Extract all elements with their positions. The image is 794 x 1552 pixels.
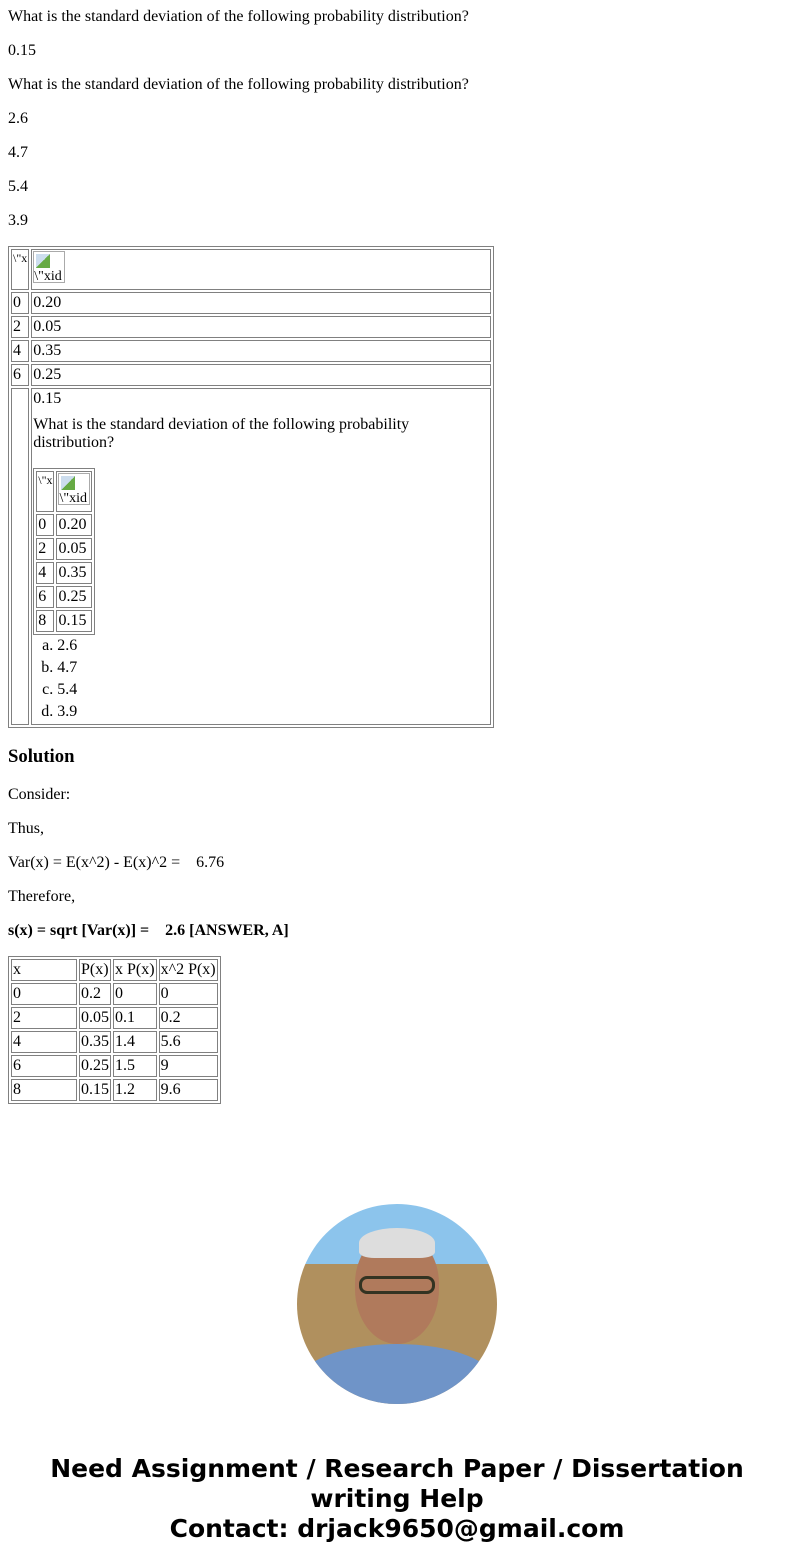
- value-text: 0.15: [33, 390, 62, 407]
- value-text: 0.15: [8, 42, 36, 59]
- option-b: b. 4.7: [57, 657, 489, 679]
- broken-image-icon: \"xid: [58, 473, 90, 505]
- table-cell: 0: [113, 983, 157, 1005]
- calc-table: [8, 956, 221, 1104]
- table-cell: 2: [11, 1007, 77, 1029]
- table-cell: 1.5: [113, 1055, 157, 1077]
- table-row: [11, 1055, 218, 1077]
- table-row: [36, 514, 92, 536]
- table-cell: 4: [36, 562, 54, 584]
- table-cell: 0.15: [56, 610, 92, 632]
- table-cell: 0.35: [79, 1031, 111, 1053]
- table-cell: 0.05: [31, 316, 491, 338]
- footer-line: writing Help: [310, 1484, 484, 1513]
- table-cell: 0.05: [79, 1007, 111, 1029]
- table-cell: 0.35: [56, 562, 92, 584]
- solution-text: Thus,: [8, 820, 44, 837]
- table-cell: 0.1: [113, 1007, 157, 1029]
- footer-ad: [8, 1454, 786, 1544]
- table-cell: 8: [36, 610, 54, 632]
- table-row: [11, 364, 491, 386]
- table-cell: 9: [159, 1055, 218, 1077]
- table-row: [36, 586, 92, 608]
- table-cell: 6: [11, 364, 29, 386]
- table-cell: 9.6: [159, 1079, 218, 1101]
- table-cell: 1.2: [113, 1079, 157, 1101]
- option-text: 5.4: [8, 178, 28, 195]
- column-header: x: [11, 959, 77, 981]
- table-cell: 6: [11, 1055, 77, 1077]
- table-cell: 0: [159, 983, 218, 1005]
- table-row: [11, 1079, 218, 1101]
- solution-text: Consider:: [8, 786, 71, 803]
- table-row: [36, 610, 92, 632]
- solution-heading: Solution: [8, 746, 75, 767]
- header-x: \"x: [11, 249, 29, 290]
- header-x: \"x: [36, 471, 54, 512]
- column-header: P(x): [79, 959, 111, 981]
- table-row: [11, 1007, 218, 1029]
- option-text: 3.9: [8, 212, 28, 229]
- table-cell: 0.25: [56, 586, 92, 608]
- table-cell: 0: [11, 983, 77, 1005]
- table-cell: 4: [11, 340, 29, 362]
- options-list: [33, 635, 489, 723]
- column-header: x^2 P(x): [159, 959, 218, 981]
- table-cell: 0.2: [79, 983, 111, 1005]
- option-c: c. 5.4: [57, 679, 489, 701]
- answer-text: s(x) = sqrt [Var(x)] = 2.6 [ANSWER, A]: [8, 922, 289, 939]
- table-cell: 0.35: [31, 340, 491, 362]
- table-cell: 0.20: [31, 292, 491, 314]
- variance-text: Var(x) = E(x^2) - E(x)^2 = 6.76: [8, 854, 225, 871]
- table-cell: 4: [11, 1031, 77, 1053]
- table-cell: 8: [11, 1079, 77, 1101]
- column-header: x P(x): [113, 959, 157, 981]
- table-cell: 2: [36, 538, 54, 560]
- question-table: [8, 246, 494, 728]
- option-a: a. 2.6: [57, 635, 489, 657]
- table-cell: 0.20: [56, 514, 92, 536]
- footer-line: Need Assignment / Research Paper / Dissertation: [50, 1454, 744, 1483]
- footer-contact: Contact: drjack9650@gmail.com: [169, 1514, 625, 1543]
- table-cell: 0.05: [56, 538, 92, 560]
- table-row: [11, 340, 491, 362]
- table-row: [11, 1031, 218, 1053]
- author-photo: [297, 1204, 497, 1404]
- table-row: [11, 983, 218, 1005]
- table-cell: 0: [36, 514, 54, 536]
- option-text: 4.7: [8, 144, 28, 161]
- solution-text: Therefore,: [8, 888, 76, 905]
- table-row: [36, 562, 92, 584]
- table-cell: 1.4: [113, 1031, 157, 1053]
- table-cell: 2: [11, 316, 29, 338]
- inner-table: [33, 468, 95, 635]
- option-text: 2.6: [8, 110, 28, 127]
- table-row: [11, 316, 491, 338]
- question-text: What is the standard deviation of the following probability distribution?: [8, 8, 469, 25]
- question-text: What is the standard deviation of the following probability distribution?: [33, 416, 410, 451]
- table-cell: 6: [36, 586, 54, 608]
- table-row: [36, 538, 92, 560]
- table-cell: 0.2: [159, 1007, 218, 1029]
- table-cell: 0: [11, 292, 29, 314]
- table-cell: 0.15: [79, 1079, 111, 1101]
- option-d: d. 3.9: [57, 701, 489, 723]
- table-cell: 0.25: [79, 1055, 111, 1077]
- table-cell: 5.6: [159, 1031, 218, 1053]
- broken-image-icon: \"xid: [33, 251, 65, 283]
- table-cell: 0.25: [31, 364, 491, 386]
- question-text: What is the standard deviation of the following probability distribution?: [8, 76, 469, 93]
- table-row: [11, 292, 491, 314]
